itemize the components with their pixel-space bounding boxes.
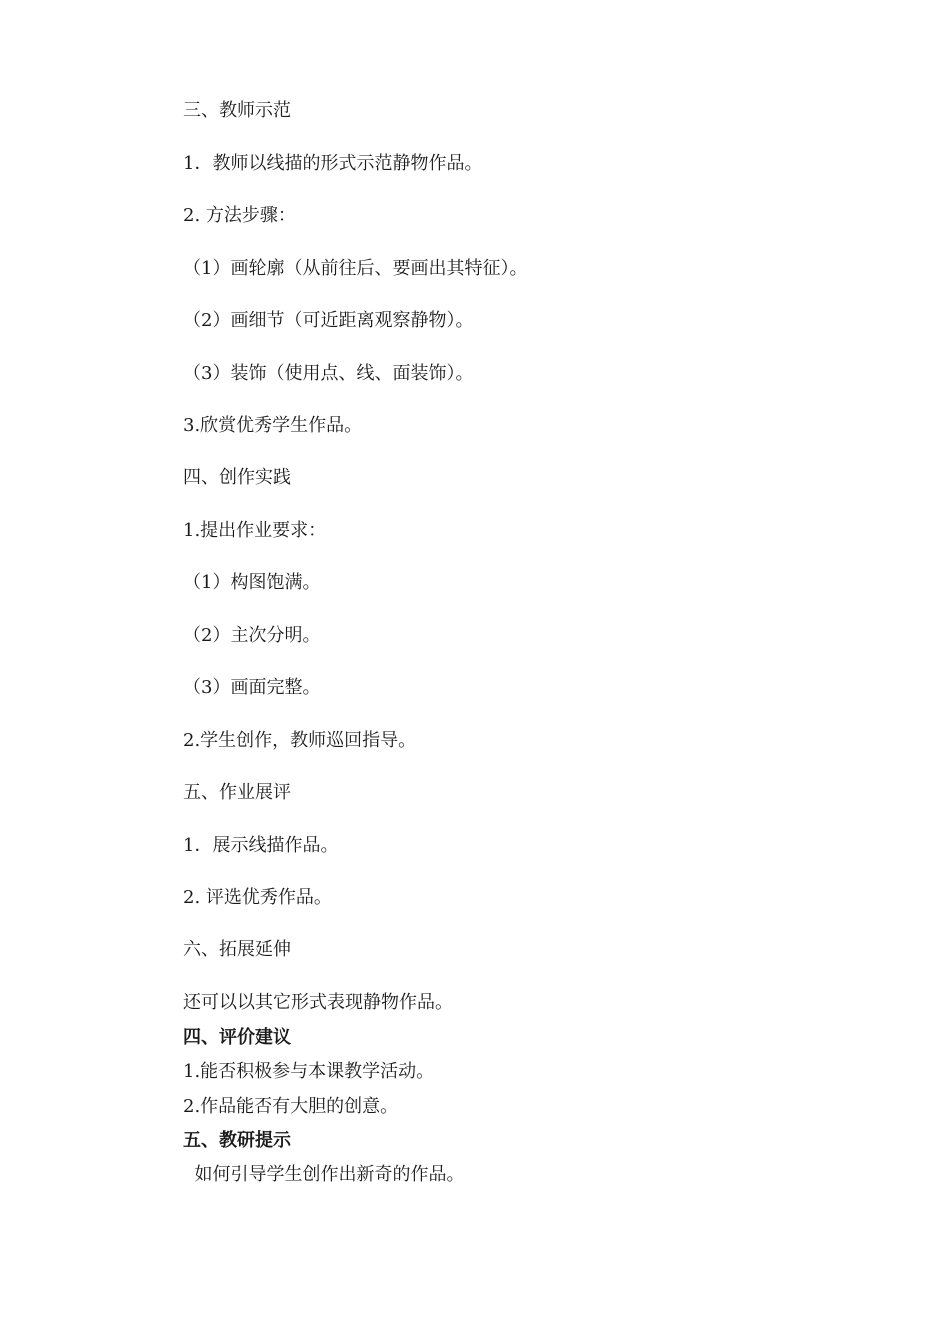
section-heading: 四、创作实践 <box>183 467 291 488</box>
paragraph: 2. 方法步骤： <box>183 205 296 226</box>
list-item: （1）画轮廓（从前往后、要画出其特征）。 <box>183 258 528 279</box>
list-item: （2）主次分明。 <box>183 625 321 646</box>
paragraph: 2.作品能否有大胆的创意。 <box>183 1096 399 1117</box>
section-heading: 五、作业展评 <box>183 782 291 803</box>
paragraph: 3.欣赏优秀学生作品。 <box>183 415 363 436</box>
paragraph: 如何引导学生创作出新奇的作品。 <box>183 1164 465 1185</box>
list-item: （2）画细节（可近距离观察静物）。 <box>183 310 474 331</box>
section-heading-bold: 五、教研提示 <box>183 1130 291 1151</box>
section-heading-bold: 四、评价建议 <box>183 1027 291 1048</box>
paragraph: 1.提出作业要求： <box>183 520 327 541</box>
paragraph: 1.能否积极参与本课教学活动。 <box>183 1061 435 1082</box>
paragraph: 2.学生创作，教师巡回指导。 <box>183 730 417 751</box>
section-heading: 三、教师示范 <box>183 100 291 121</box>
paragraph: 1．展示线描作品。 <box>183 835 339 856</box>
list-item: （1）构图饱满。 <box>183 572 321 593</box>
paragraph: 2. 评选优秀作品。 <box>183 887 332 908</box>
section-heading: 六、拓展延伸 <box>183 939 291 960</box>
list-item: （3）装饰（使用点、线、面装饰）。 <box>183 363 474 384</box>
paragraph: 1．教师以线描的形式示范静物作品。 <box>183 153 483 174</box>
paragraph: 还可以以其它形式表现静物作品。 <box>183 992 453 1013</box>
list-item: （3）画面完整。 <box>183 677 321 698</box>
